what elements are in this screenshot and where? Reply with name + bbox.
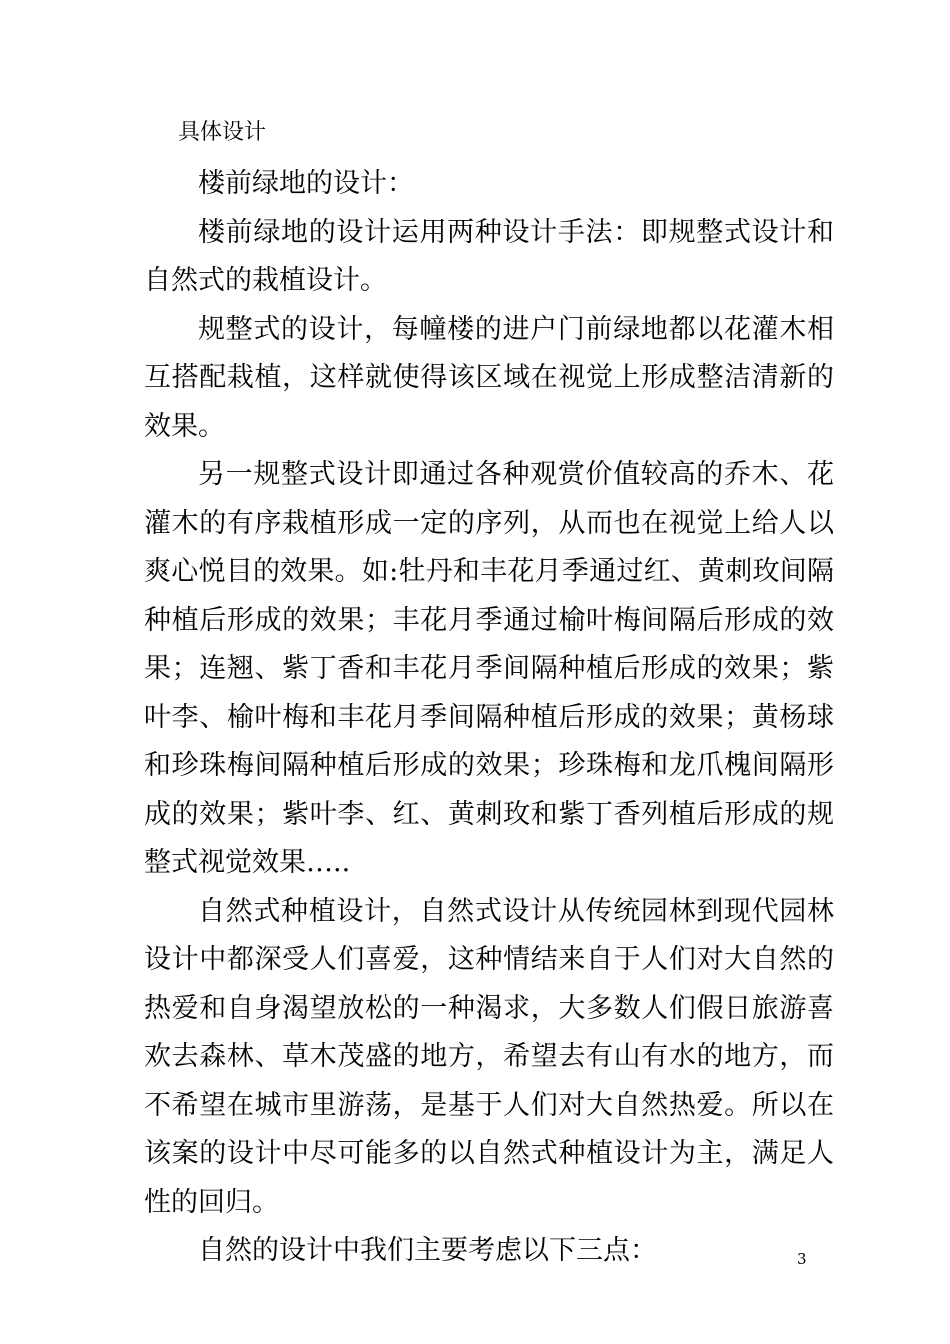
body-text	[144, 160, 834, 1276]
paragraph-ordered-planting: 另一规整式设计即通过各种观赏价值较高的乔木、花灌木的有序栽植形成一定的序列，从而也在视觉上给人以爽心悦目的效果。如:牡丹和丰花月季通过红、黄刺玫间隔种植后形成的效果；丰花月季通过榆叶梅间隔后形成的效果；连翘、紫丁香和丰花月季间隔种植后形成的效果；紫叶李、榆叶梅和丰花月季间隔种植后形成的效果；黄杨球和珍珠梅间隔种植后形成的效果；珍珠梅和龙爪槐间隔形成的效果；紫叶李、红、黄刺玫和紫丁香列植后形成的规整式视觉效果…..	[144, 459, 834, 878]
paragraph-natural-planting: 自然式种植设计，自然式设计从传统园林到现代园林设计中都深受人们喜爱，这种情结来自于人们对大自然的热爱和自身渴望放松的一种渴求，大多数人们假日旅游喜欢去森林、草木茂盛的地方，希望去有山有水的地方，而不希望在城市里游荡，是基于人们对大自然热爱。所以在该案的设计中尽可能多的以自然式种植设计为主，满足人性的回归。	[144, 895, 834, 1218]
paragraph-regular-design: 规整式的设计，每幢楼的进户门前绿地都以花灌木相互搭配栽植，这样就使得该区域在视觉上形成整洁清新的效果。	[144, 313, 834, 442]
paragraph-front-green-title: 楼前绿地的设计：	[198, 168, 414, 199]
page-number: 3	[797, 1250, 807, 1268]
paragraph-three-points: 自然的设计中我们主要考虑以下三点：	[198, 1235, 657, 1266]
paragraph-design-methods: 楼前绿地的设计运用两种设计手法：即规整式设计和自然式的栽植设计。	[144, 216, 834, 296]
section-heading: 具体设计	[178, 120, 267, 145]
